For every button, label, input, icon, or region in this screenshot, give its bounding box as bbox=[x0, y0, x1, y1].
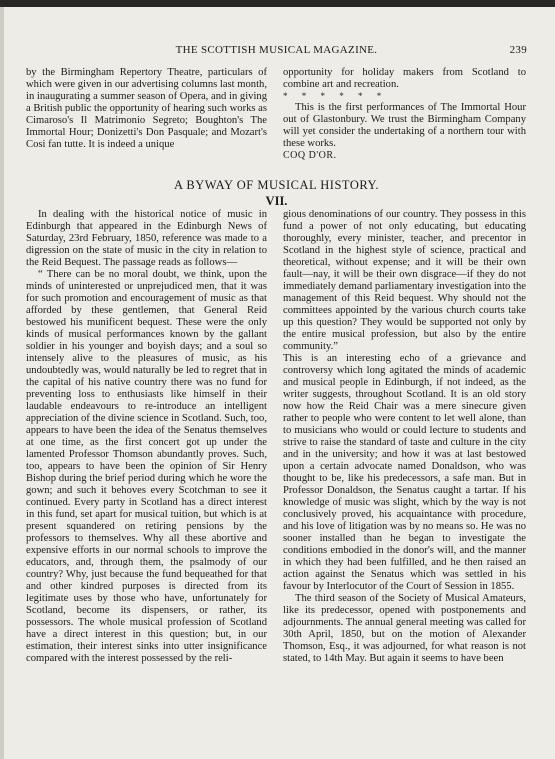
magazine-title: THE SCOTTISH MUSICAL MAGAZINE. bbox=[175, 44, 378, 56]
top-right-paragraph-1: opportunity for holiday makers from Scotland to combine art and recreation. bbox=[283, 67, 526, 90]
article-right-column bbox=[283, 209, 526, 665]
top-right-paragraph-2: This is the first performances of The Immortal Hour out of Glastonbury. We trust the Birmingham Company will yet consider the undertaking of a northern tour with these works. bbox=[283, 102, 526, 149]
article-section-number: VII. bbox=[265, 194, 288, 208]
top-left-column bbox=[26, 67, 267, 151]
article-paragraph: This is an interesting echo of a grievance and controversy which long agitated the minds of academic and musical people in Edinburgh, if not indeed, as the writer suggests, throughout Scotland. It is an old story now how the Reid Chair was a mere sinecure given rather to people who were content to let well alone, than to musicians who would or could lecture to students and strive to raise the standard of taste and culture in the city and in the university; and how it was at last bestowed upon a certain advocate named Donaldson, who was thought to be, like his predecessors, a safe man. But in Professor Donaldson, the Senatus caught a tartar. If his knowledge of music was slight, which by the way is not conclusively proved, his acquaintance with procedure, and his love of litigation was by no means so. He was no sooner installed than he began to investigate the conditions embodied in the donor's will, and the manner in which they had been fulfilled, and he then raised an action against the Senatus which was settled in his favour by Interlocutor of the Court of Session in 1855. bbox=[283, 353, 526, 592]
top-left-paragraph: by the Birmingham Repertory Theatre, particulars of which were given in our advertising columns last month, in inaugurating a summer season of Opera, and in giving a British public the opportunity of hearing such works as Cimaroso's Il Matrimonio Segreto; Boughton's The Immortal Hour; Donizetti's Don Pasquale; and Mozart's Cosi fan tutte. It is indeed a unique bbox=[26, 67, 267, 150]
article-headline: A BYWAY OF MUSICAL HISTORY. bbox=[173, 178, 380, 192]
author-signature: COQ D'OR. bbox=[283, 150, 337, 161]
article-left-column bbox=[26, 209, 267, 665]
section-break-stars: * * * * * * bbox=[283, 91, 388, 101]
page-number: 239 bbox=[509, 44, 527, 56]
article-paragraph: In dealing with the historical notice of music in Edinburgh that appeared in the Edinburgh News of Saturday, 23rd February, 1850, reference was made to a digression on the state of music in the city in relation to the Reid Bequest. The passage reads as follows— bbox=[26, 209, 267, 268]
article-quotation-continued: gious denominations of our country. They possess in this fund a power of not only educating, but educating thoroughly, every minister, teacher, and precentor in Scotland in the highest style of science, practical and theoretical, without expense; and it will be their own fault—nay, it will be their own disgrace—if they do not immediately demand parliamentary investigation into the management of this Reid bequest. Why should not the committees appointed by the various church courts take up this question? They would be supported not only by the entire musical profession, but also by the entire community.” bbox=[283, 209, 526, 352]
scan-left-edge bbox=[0, 7, 4, 759]
running-header bbox=[26, 44, 527, 58]
article-quotation: “ There can be no moral doubt, we think, upon the minds of uninterested or unprejudiced men, that it was for such promotion and encouragement of music as that afforded by these gentlemen, that General Reid bestowed his munificent bequest. These were the only kinds of musical performances known by the gallant soldier in his younger and boyish days; and a soul so intensely alive to the pleasures of music, as his undoubtedly was, would naturally be led to regret that in the capital of his native country there was no fund for preventing loss to enthusiasts like himself in their laudable endeavours to re-introduce an intelligent appreciation of the divine science in Scotland. Such, too, appears to have been the idea of the Senatus themselves at one time, as the first concert got up under the lamented Professor Thomson abundantly proves. Such, too, appears to have been the opinion of Sir Henry Bishop during the brief period during which he wore the gown; and such it behoves every Scotchman to see it continued. Every party in Scotland has a direct interest in this fund, set apart for musical tuition, but which is at present squandered on retiring pensions by the professors to themselves. Why all these abortive and expensive efforts in our normal schools to improve the educators, and, through them, the psalmody of our country? Why, just because the fund bequeathed for that and other kindred purposes is directed from its legitimate uses by those who have, unfortunately for Scotland, become its dispensers, or rather, its possessors. The whole musical profession of Scotland have a direct interest in this question; but, in our estimation, their interest sinks into utter insignificance compared with the interest possessed by the reli- bbox=[26, 269, 267, 664]
top-right-column bbox=[283, 67, 526, 162]
scan-top-border bbox=[0, 0, 555, 7]
article-paragraph: The third season of the Society of Musical Amateurs, like its predecessor, opened with postponements and adjournments. The annual general meeting was called for 30th April, 1850, but on the motion of Alexander Thomson, Esq., it was adjourned, for what reason is not stated, to 14th May. But again it seems to have been bbox=[283, 593, 526, 664]
